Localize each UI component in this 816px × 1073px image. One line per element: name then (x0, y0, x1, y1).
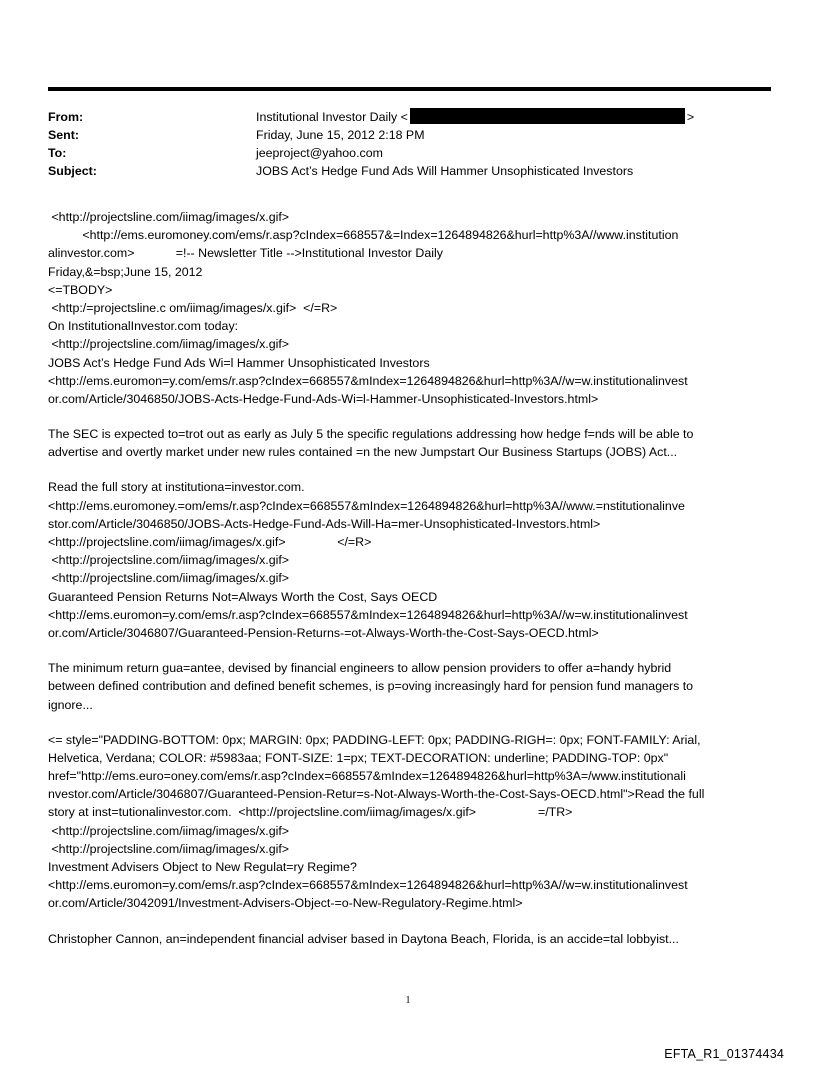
body-line: JOBS Act’s Hedge Fund Ads Wi=l Hammer Unsophisticated Investors (48, 355, 430, 370)
body-line: advertise and overtly market under new rules contained =n the new Jumpstart Our Business Startups (JOBS) Act... (48, 445, 678, 460)
from-name: Institutional Investor Daily < (256, 110, 408, 124)
body-line: Investment Advisers Object to New Regulat=ry Regime? (48, 860, 357, 874)
blank-line (48, 642, 773, 659)
email-body (48, 208, 773, 948)
body-line: <http://projectsline.com/iimag/images/x.gif> </=R> (48, 535, 372, 549)
subject-value: JOBS Act’s Hedge Fund Ads Will Hammer Unsophisticated Investors (256, 164, 634, 178)
body-line: Helvetica, Verdana; COLOR: #5983aa; FONT-SIZE: 1=px; TEXT-DECORATION: underline; PADDING-TOP: 0px" (48, 750, 669, 765)
body-line: story at inst=tutionalinvestor.com. <http://projectsline.com/iimag/images/x.gif> =/TR> (48, 805, 573, 820)
from-label: From: (48, 110, 84, 124)
body-line: or.com/Article/3046850/JOBS-Acts-Hedge-Fund-Ads-Wi=l-Hammer-Unsophisticated-Investors.html> (48, 391, 599, 406)
body-line: <http://ems.euromon=y.com/ems/r.asp?cIndex=668557&mIndex=1264894826&hurl=http%3A//w=w.institutionalinvest (48, 607, 688, 622)
body-line: or.com/Article/3042091/Investment-Advisers-Object-=o-New-Regulatory-Regime.html> (48, 896, 523, 911)
body-line: <http://projectsline.com/iimag/images/x.gif> (48, 553, 290, 568)
header-rule (48, 87, 771, 91)
sent-label: Sent: (48, 128, 79, 142)
blank-line (48, 913, 773, 930)
body-line: <http://projectsline.com/iimag/images/x.gif> (48, 337, 290, 352)
body-line: <http://ems.euromon=y.com/ems/r.asp?cIndex=668557&mIndex=1264894826&hurl=http%3A//w=w.institutionalinvest (48, 878, 688, 893)
body-line: alinvestor.com> =!-- Newsletter Title -->Institutional Investor Daily (48, 246, 443, 261)
blank-line (48, 408, 773, 425)
body-line: or.com/Article/3046807/Guaranteed-Pension-Returns-=ot-Always-Worth-the-Cost-Says-OECD.html> (48, 625, 599, 640)
from-value (256, 108, 694, 126)
body-line: <=TBODY> (48, 282, 113, 297)
body-line: Christopher Cannon, an=independent financial adviser based in Daytona Beach, Florida, is an accide=tal lobbyist... (48, 931, 679, 946)
body-line: <= style="PADDING-BOTTOM: 0px; MARGIN: 0px; PADDING-LEFT: 0px; PADDING-RIGH=: 0px; FONT-FAMILY: Arial, (48, 732, 701, 747)
blank-line (48, 714, 773, 731)
blank-line (48, 461, 773, 478)
body-line: nvestor.com/Article/3046807/Guaranteed-Pension-Retur=s-Not-Always-Worth-the-Cost-Says-OECD.html">Read the full (48, 787, 705, 802)
body-line: Read the full story at institutiona=investor.com. (48, 480, 305, 495)
body-line: stor.com/Article/3046850/JOBS-Acts-Hedge-Fund-Ads-Will-Ha=mer-Unsophisticated-Investors.html> (48, 516, 601, 531)
redaction-box (410, 108, 685, 124)
bates-number: EFTA_R1_01374434 (664, 1047, 784, 1061)
body-line: <http://projectsline.com/iimag/images/x.gif> (48, 210, 290, 224)
body-line: <http://ems.euromoney.=om/ems/r.asp?cIndex=668557&mIndex=1264894826&hurl=http%3A//www.=nstitutionalinve (48, 498, 685, 513)
body-line: ignore... (48, 697, 93, 712)
body-line: Friday,&=bsp;June 15, 2012 (48, 264, 203, 279)
from-suffix: > (686, 110, 695, 124)
body-line: The minimum return gua=antee, devised by financial engineers to allow pension providers to offer a=handy hybrid (48, 661, 672, 676)
sent-value: Friday, June 15, 2012 2:18 PM (256, 128, 425, 142)
body-line: between defined contribution and defined benefit schemes, is p=oving increasingly hard for pension fund managers to (48, 679, 694, 694)
to-label: To: (48, 146, 67, 160)
body-line: <http://projectsline.com/iimag/images/x.gif> (48, 571, 290, 586)
body-line: The SEC is expected to=trot out as early as July 5 the specific regulations addressing how hedge f=nds will be able to (48, 427, 694, 442)
body-line: <http://projectsline.com/iimag/images/x.gif> (48, 823, 290, 838)
page-number: 1 (405, 995, 411, 1006)
body-line: Guaranteed Pension Returns Not=Always Worth the Cost, Says OECD (48, 589, 438, 604)
body-line: <http:/=projectsline.c om/iimag/images/x.gif> </=R> (48, 300, 338, 315)
body-line: <http://ems.euromoney.com/ems/r.asp?cIndex=668557&=Index=1264894826&hurl=http%3A//www.institution (48, 228, 679, 243)
body-line: <http://ems.euromon=y.com/ems/r.asp?cIndex=668557&mIndex=1264894826&hurl=http%3A//w=w.institutionalinvest (48, 373, 688, 388)
body-line: <http://projectsline.com/iimag/images/x.gif> (48, 841, 290, 856)
subject-label: Subject: (48, 164, 97, 178)
body-line: On InstitutionalInvestor.com today: (48, 319, 239, 334)
to-value: jeeproject@yahoo.com (256, 146, 383, 160)
body-line: href="http://ems.euro=oney.com/ems/r.asp?cIndex=668557&mIndex=1264894826&hurl=http%3A=/www.institutionali (48, 769, 686, 784)
